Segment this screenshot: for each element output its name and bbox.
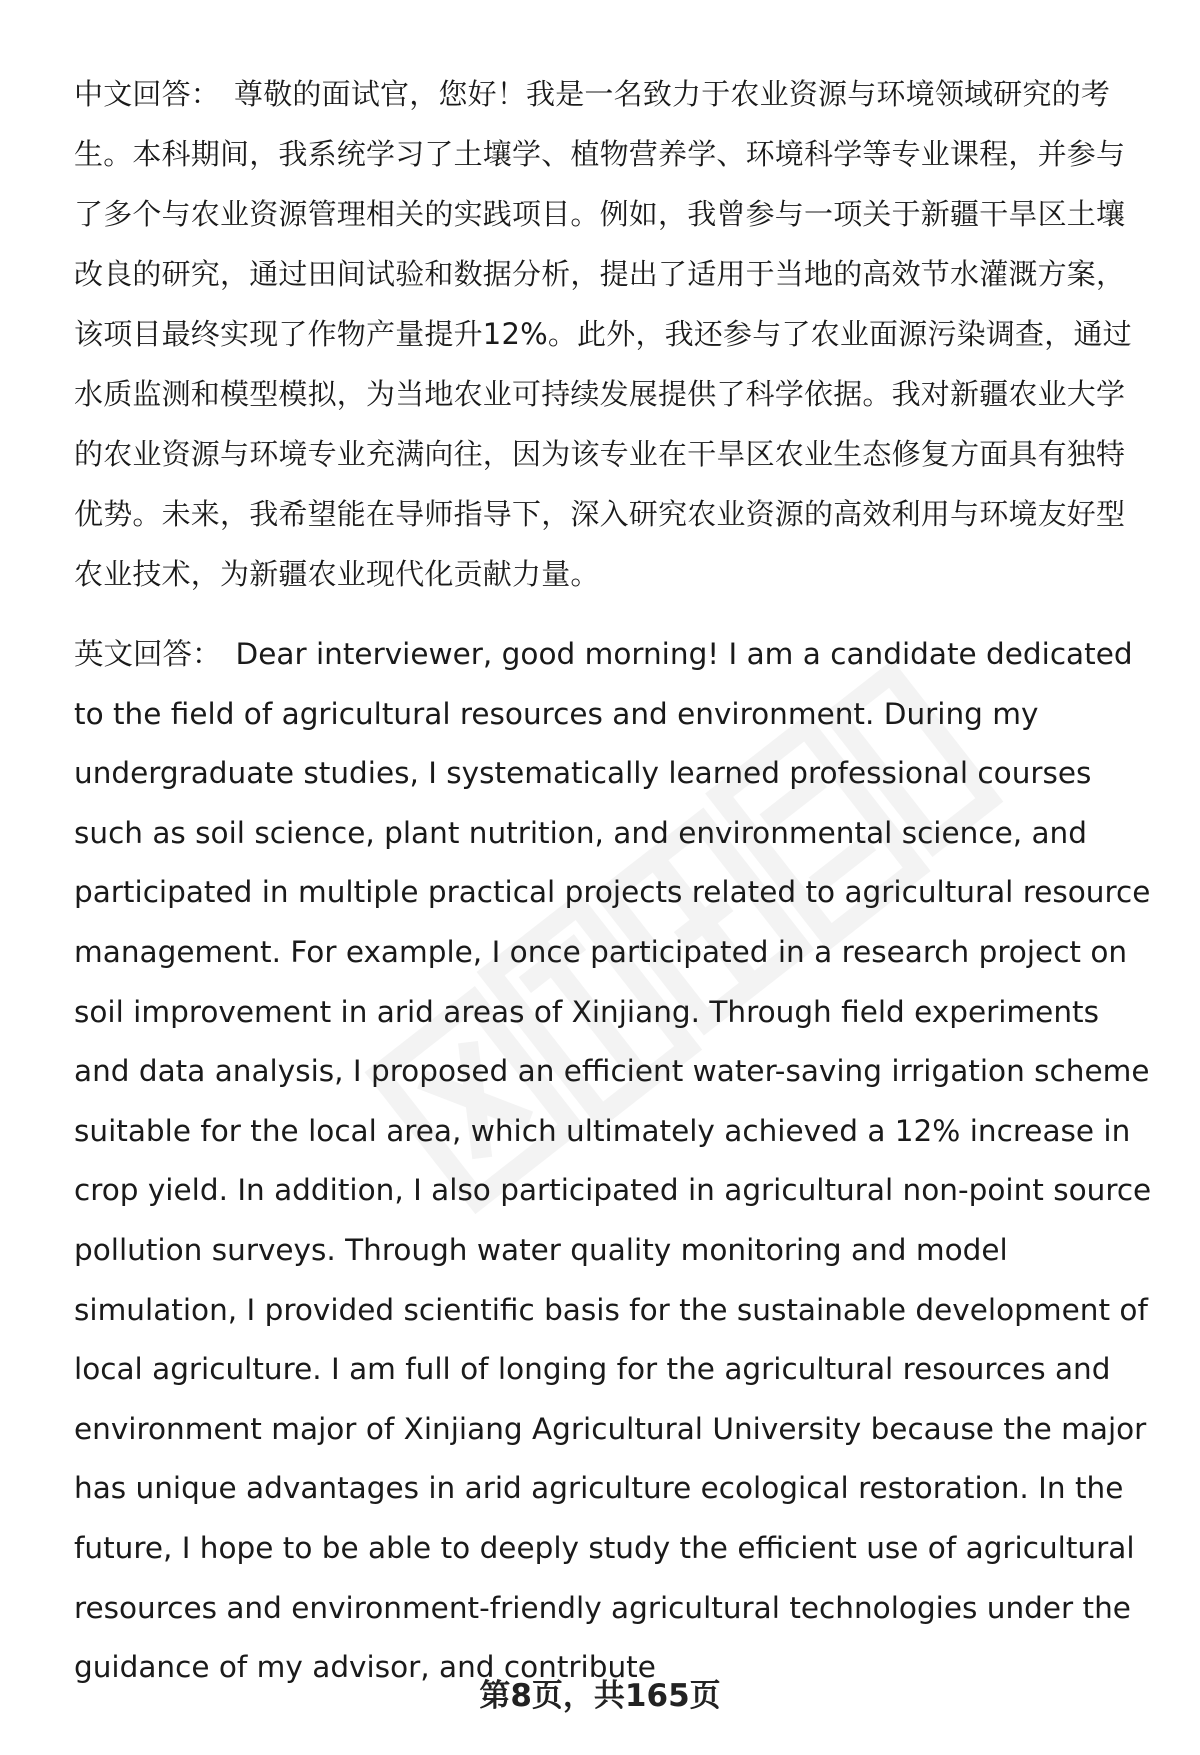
english-answer-label: 英文回答：	[74, 637, 222, 671]
page-number-footer: 第8页，共165页	[479, 1678, 721, 1714]
english-answer-paragraph	[74, 625, 1154, 1698]
chinese-answer-paragraph	[74, 64, 1154, 604]
chinese-answer-text: 尊敬的面试官，您好！我是一名致力于农业资源与环境领域研究的考生。本科期间，我系统学习了土壤学、植物营养学、环境科学等专业课程，并参与了多个与农业资源管理相关的实践项目。例如，我曾参与一项关于新疆干旱区土壤改良的研究，通过田间试验和数据分析，提出了适用于当地的高效节水灌溉方案，该项目最终实现了作物产量提升12%。此外，我还参与了农业面源污染调查，通过水质监测和模型模拟，为当地农业可持续发展提供了科学依据。我对新疆农业大学的农业资源与环境专业充满向往，因为该专业在干旱区农业生态修复方面具有独特优势。未来，我希望能在导师指导下，深入研究农业资源的高效利用与环境友好型农业技术，为新疆农业现代化贡献力量。	[74, 77, 1132, 591]
chinese-answer-label: 中文回答：	[74, 77, 221, 111]
english-answer-text: Dear interviewer, good morning! I am a candidate dedicated to the field of agricultural resources and environment. During my undergraduate studies, I systematically learned professional courses such as soil science, plant nutrition, and environmental science, and participated in multiple practical projects related to agricultural resource management. For example, I once participated in a research project on soil improvement in arid areas of Xinjiang. Through field experiments and data analysis, I proposed an efficient water-saving irrigation scheme suitable for the local area, which ultimately achieved a 12% increase in crop yield. In addition, I also participated in agricultural non-point source pollution surveys. Through water quality monitoring and model simulation, I provided scientific basis for the sustainable development of local agriculture. I am full of longing for the agricultural resources and environment major of Xinjiang Agricultural University because the major has unique advantages in arid agriculture ecological restoration. In the future, I hope to be able to deeply study the efficient use of agricultural resources and environment-friendly agricultural technologies under the guidance of my advisor, and contribute	[74, 637, 1152, 1685]
